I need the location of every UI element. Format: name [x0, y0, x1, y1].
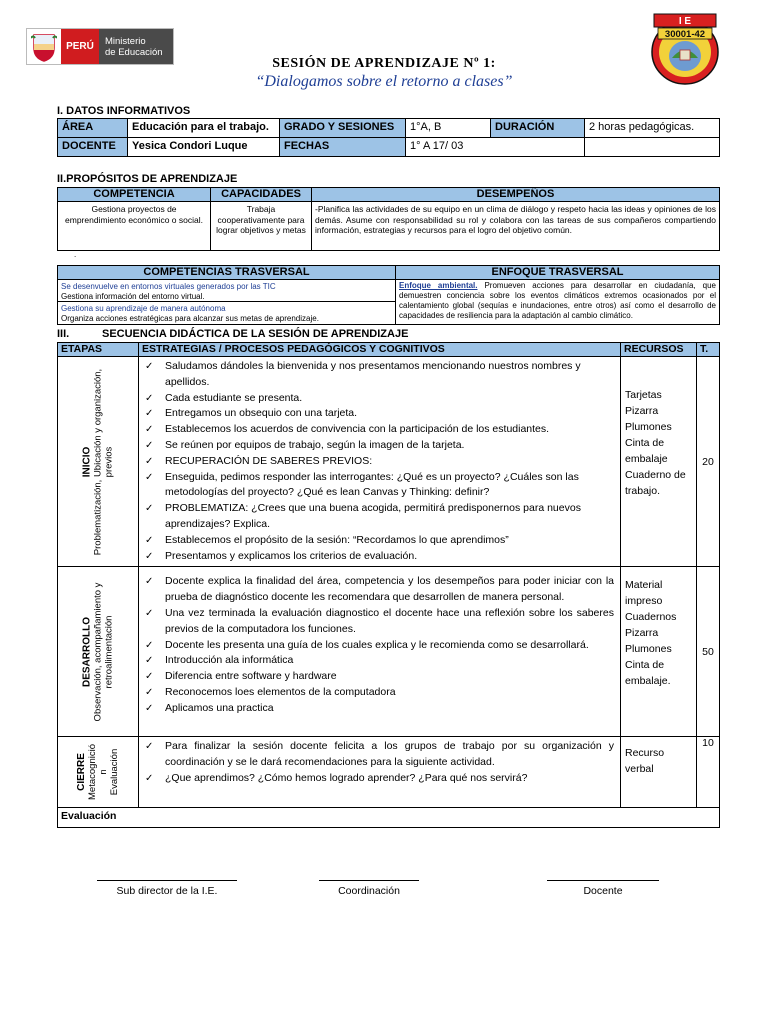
competencias-list — [58, 280, 396, 325]
inicio-strategies — [139, 357, 621, 567]
stage-cierre-sub1: Metacognició — [87, 744, 98, 801]
comp2-detail: Organiza acciones estratégicas para alcanzar sus metas de aprendizaje. — [61, 314, 319, 323]
capacidades-text: Trabaja cooperativamente para lograr objetivos y metas — [211, 202, 312, 251]
desarrollo-time: 50 — [697, 567, 720, 737]
stage-desarrollo-sub1: Observación, acompañamiento y — [92, 582, 104, 722]
list-item: ✓ Una vez terminada la evaluación diagnostico el docente hace una reflexión sobre los saberes previos de la computadora los funciones. — [145, 606, 614, 638]
check-icon: ✓ — [145, 639, 154, 651]
check-icon: ✓ — [145, 550, 154, 562]
comp2-title: Gestiona su aprendizaje de manera autónoma — [61, 304, 226, 313]
list-item: ✓ Docente explica la finalidad del área, competencia y los desempeños para poder iniciar con la prueba de diagnóstico docente les recomendara que desarrollen de manera personal. — [145, 574, 614, 606]
session-title: SESIÓN DE APRENDIZAJE Nº 1: — [272, 56, 496, 71]
list-item: ✓ RECUPERACIÓN DE SABERES PREVIOS: — [145, 454, 614, 470]
col-recursos: RECURSOS — [621, 343, 697, 357]
signature-subdirector: Sub director de la I.E. — [97, 880, 237, 897]
fechas-label: FECHAS — [280, 138, 406, 157]
docente-value: Yesica Condori Luque — [128, 138, 280, 157]
cierre-time: 10 — [697, 737, 720, 808]
col-desempenos: DESEMPEÑOS — [312, 188, 720, 202]
list-item: ✓ Presentamos y explicamos los criterios de evaluación. — [145, 549, 614, 565]
section-datos-heading: I. DATOS INFORMATIVOS — [57, 105, 191, 117]
check-icon: ✓ — [145, 671, 154, 683]
list-item: ✓ Diferencia entre software y hardware — [145, 669, 614, 685]
check-icon: ✓ — [145, 686, 154, 698]
competencia-text: Gestiona proyectos de emprendimiento económico o social. — [58, 202, 211, 251]
enfoque-text: Enfoque ambiental. Promueven acciones para desarrollar en ciudadanía, que demuestren conciencia sobre los eventos climáticos extremos ocasionados por el calentamiento global (sequías e inundaciones, entre otros) así como el desarrollo de capacidades de resiliencia para la adaptación al cambio climático. — [396, 280, 720, 325]
list-item: ✓ Establecemos los acuerdos de convivencia con la participación de los estudiantes. — [145, 422, 614, 438]
section-propositos-heading: II.PROPÓSITOS DE APRENDIZAJE — [57, 173, 238, 185]
stage-inicio-sub1: Problematización, Ubicación y organización, — [92, 368, 104, 555]
logo-ministry: Ministerio de Educación — [99, 29, 173, 64]
col-capacidades: CAPACIDADES — [211, 188, 312, 202]
check-icon: ✓ — [145, 607, 154, 619]
list-item: ✓ Docente les presenta una guía de los cuales explica y le recomienda como se desarrollará. — [145, 638, 614, 654]
duracion-label: DURACIÓN — [491, 119, 585, 138]
list-item: ✓ Enseguida, pedimos responder las interrogantes: ¿Qué es un proyecto? ¿Cuáles son las metodologías del proyecto? ¿Qué es lean Canvas y Thinking: definir? — [145, 470, 614, 502]
stage-cierre — [58, 737, 139, 808]
fechas-value: 1° A 17/ 03 — [406, 138, 585, 157]
evaluacion-row: Evaluación — [58, 808, 720, 828]
stage-inicio-sub2: previos — [103, 446, 115, 477]
stage-cierre-title: CIERRE — [76, 753, 87, 792]
list-item: ✓ ¿Que aprendimos? ¿Cómo hemos logrado aprender? ¿Para qué nos servirá? — [145, 771, 614, 787]
col-competencia: COMPETENCIA — [58, 188, 211, 202]
col-etapas: ETAPAS — [58, 343, 139, 357]
secuencia-table — [57, 342, 720, 828]
check-icon: ✓ — [145, 655, 154, 667]
section-secuencia-num: III. — [57, 328, 70, 340]
section-secuencia-heading: SECUENCIA DIDÁCTICA DE LA SESIÓN DE APRENDIZAJE — [102, 328, 409, 340]
check-icon: ✓ — [145, 408, 154, 420]
check-icon: ✓ — [145, 439, 154, 451]
stage-desarrollo-title: DESARROLLO — [81, 616, 93, 687]
docente-label: DOCENTE — [58, 138, 128, 157]
comp1-title: Se desenvuelve en entornos virtuales generados por las TIC — [61, 282, 276, 291]
area-label: ÁREA — [58, 119, 128, 138]
check-icon: ✓ — [145, 361, 154, 372]
list-item: ✓ Para finalizar la sesión docente felicita a los grupos de trabajo por su organización y coordinación y se le dará recomendaciones para la siguiente actividad. — [145, 739, 614, 771]
stage-cierre-sub3: Evaluación — [109, 749, 120, 796]
check-icon: ✓ — [145, 424, 154, 436]
list-item: ✓ Establecemos el propósito de la sesión: “Recordamos lo que aprendimos” — [145, 533, 614, 549]
check-icon: ✓ — [145, 576, 154, 588]
check-icon: ✓ — [145, 741, 154, 753]
check-icon: ✓ — [145, 702, 154, 714]
cierre-recursos: Recurso verbal — [621, 737, 697, 808]
desarrollo-strategies — [139, 567, 621, 737]
inicio-recursos: Tarjetas Pizarra Plumones Cinta de embalaje Cuaderno de trabajo. — [621, 357, 697, 567]
duracion-value: 2 horas pedagógicas. — [585, 119, 720, 138]
check-icon: ✓ — [145, 392, 154, 404]
grado-value: 1°A, B — [406, 119, 491, 138]
inicio-time: 20 — [697, 357, 720, 567]
grado-label: GRADO Y SESIONES — [280, 119, 406, 138]
transversal-table — [57, 265, 720, 325]
list-item: ✓ Entregamos un obsequio con una tarjeta. — [145, 406, 614, 422]
stage-cierre-sub2: n — [98, 769, 109, 776]
area-value: Educación para el trabajo. — [128, 119, 280, 138]
check-icon: ✓ — [145, 772, 154, 784]
svg-text:I E: I E — [678, 16, 692, 27]
check-icon: ✓ — [145, 455, 154, 467]
col-tiempo: T. — [697, 343, 720, 357]
datos-table — [57, 118, 720, 157]
list-item: ✓ Saludamos dándoles la bienvenida y nos presentamos mencionando nuestros nombres y apellidos. — [145, 359, 614, 391]
list-item: ✓ Aplicamos una practica — [145, 701, 614, 717]
signature-coordinacion: Coordinación — [319, 880, 419, 897]
cierre-strategies — [139, 737, 621, 808]
signature-docente: Docente — [547, 880, 659, 897]
logo-country: PERÚ — [61, 29, 99, 64]
check-icon: ✓ — [145, 534, 154, 546]
col-enfoque-trasversal: ENFOQUE TRASVERSAL — [396, 266, 720, 280]
session-subtitle: “Dialogamos sobre el retorno a clases” — [255, 73, 513, 90]
propositos-table — [57, 187, 720, 251]
fechas-extra — [585, 138, 720, 157]
stray-dot: . — [74, 250, 77, 259]
list-item: ✓ PROBLEMATIZA: ¿Crees que una buena acogida, permitirá predisponernos para nuevos aprendizajes? Explica. — [145, 501, 614, 533]
stage-desarrollo-sub2: retroalimentación — [103, 615, 115, 689]
list-item: ✓ Se reúnen por equipos de trabajo, según la imagen de la tarjeta. — [145, 438, 614, 454]
check-icon: ✓ — [145, 471, 154, 483]
col-estrategias: ESTRATEGIAS / PROCESOS PEDAGÓGICOS Y COGNITIVOS — [139, 343, 621, 357]
stage-inicio — [58, 357, 139, 567]
stage-inicio-title: INICIO — [81, 446, 93, 477]
list-item: ✓ Cada estudiante se presenta. — [145, 391, 614, 407]
list-item: ✓ Reconocemos loes elementos de la computadora — [145, 685, 614, 701]
comp1-detail: Gestiona información del entorno virtual. — [61, 292, 205, 301]
stage-desarrollo — [58, 567, 139, 737]
desarrollo-recursos: Material impreso Cuadernos Pizarra Plumones Cinta de embalaje. — [621, 567, 697, 737]
svg-text:30001-42: 30001-42 — [664, 29, 706, 40]
check-icon: ✓ — [145, 503, 154, 515]
col-competencias-trasversal: COMPETENCIAS TRASVERSAL — [58, 266, 396, 280]
desempenos-text: -Planifica las actividades de su equipo en un clima de diálogo y respeto hacia las ideas y opiniones de los demás. Asume con responsabilidad su rol y colabora con las tareas de sus compañeros compartiendo información, estrategias y recursos para el logro del objetivo común. — [312, 202, 720, 251]
list-item: ✓ Introducción ala informática — [145, 653, 614, 669]
